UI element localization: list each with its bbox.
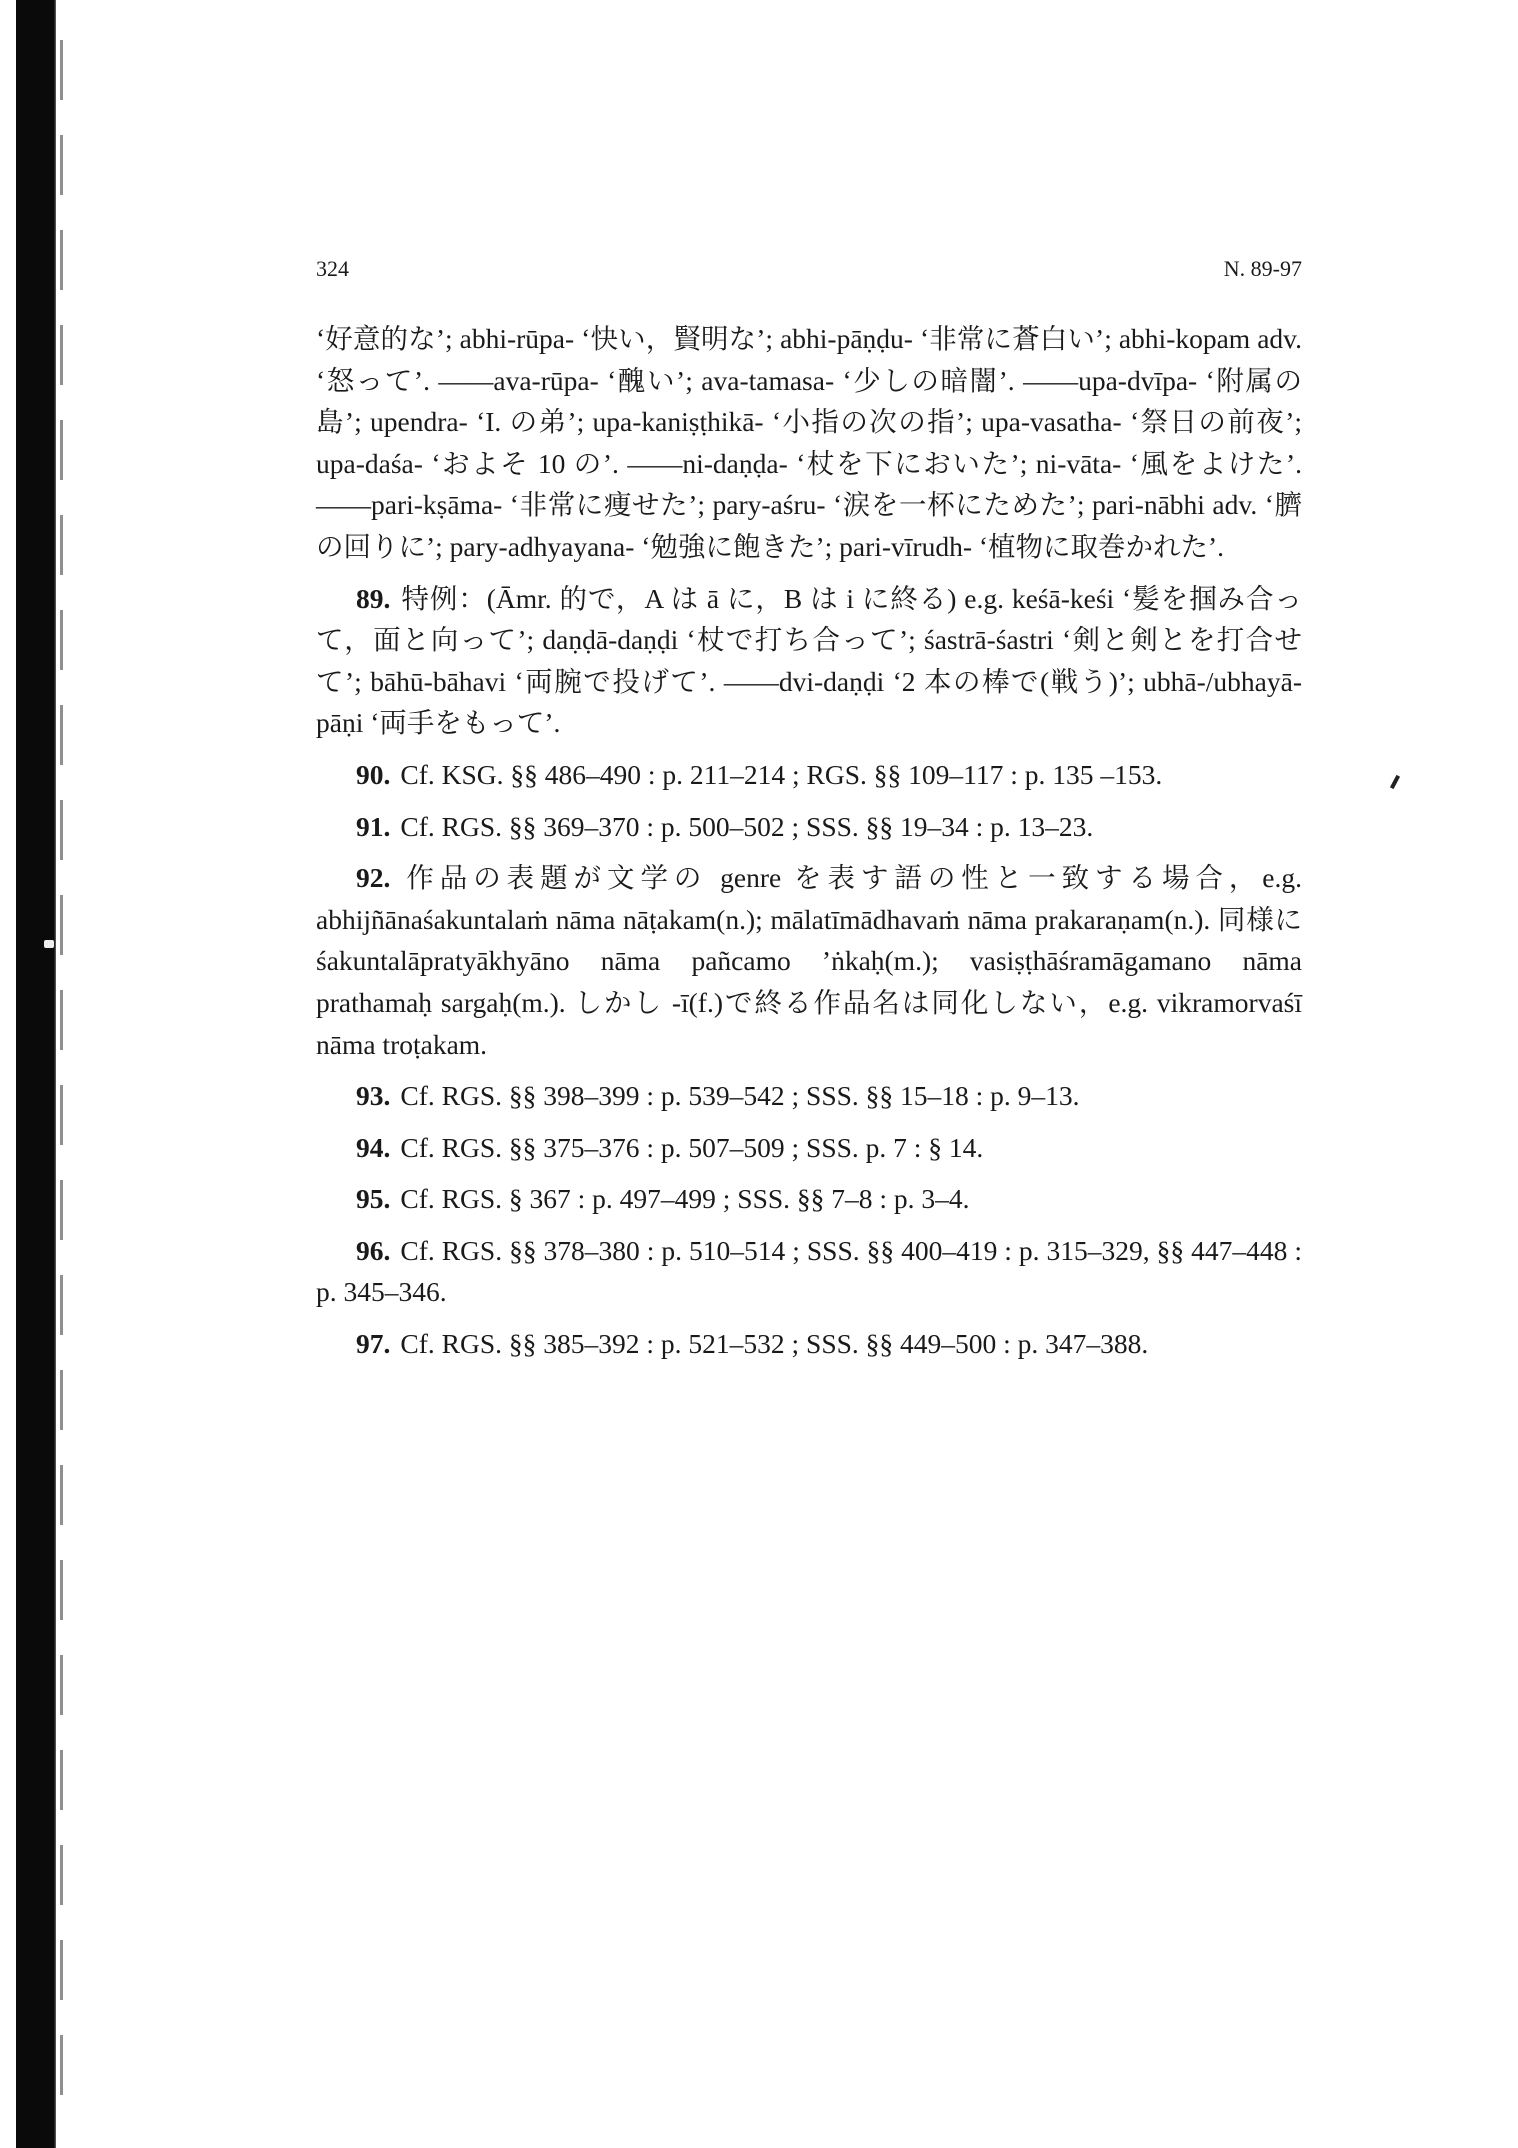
note-89	[316, 578, 1302, 744]
note-93	[316, 1075, 1302, 1117]
note-text: Cf. RGS. §§ 385–392 : p. 521–532 ; SSS. §§ 449–500 : p. 347–388.	[400, 1328, 1149, 1360]
note-number: 92.	[356, 862, 391, 894]
note-94	[316, 1127, 1302, 1169]
scan-speck	[44, 940, 54, 948]
note-text: 作品の表題が文学の genre を表す語の性と一致する場合，e.g. abhijñānaśakuntalaṁ nāma nāṭakam(n.); mālatīmādhavaṁ nāma prakaraṇam(n.). 同様に śakuntalāpratyākhyāno nāma pañcamo ’ṅkaḥ(m.); vasiṣṭhāśramāgamano nāma prathamaḥ sargaḥ(m.). しかし -ī(f.)で終る作品名は同化しない，e.g. vikramorvaśī nāma troṭakam.	[316, 862, 1302, 1060]
note-number: 93.	[356, 1080, 391, 1112]
scan-binding-shadow	[16, 0, 56, 2148]
note-text: Cf. RGS. § 367 : p. 497–499 ; SSS. §§ 7–8 : p. 3–4.	[400, 1183, 970, 1215]
note-text: Cf. KSG. §§ 486–490 : p. 211–214 ; RGS. §§ 109–117 : p. 135 –153.	[400, 758, 1163, 790]
note-text: Cf. RGS. §§ 375–376 : p. 507–509 ; SSS. p. 7 : § 14.	[400, 1131, 984, 1163]
note-number: 94.	[356, 1131, 391, 1163]
note-number: 89.	[356, 582, 391, 614]
note-text: Cf. RGS. §§ 378–380 : p. 510–514 ; SSS. §§ 400–419 : p. 315–329, §§ 447–448 : p. 345–346.	[316, 1234, 1302, 1308]
note-96	[316, 1230, 1302, 1313]
note-number: 90.	[356, 758, 391, 790]
note-90	[316, 754, 1302, 796]
note-text: 特例：(Āmr. 的で，A は ā に，B は i に終る) e.g. keśā-keśi ‘髪を掴み合って，面と向って’; daṇḍā-daṇḍi ‘杖で打ち合って’; śastrā-śastri ‘剣と剣とを打合せて’; bāhū-bāhavi ‘両腕で投げて’. ——dvi-daṇḍi ‘2 本の棒で(戦う)’; ubhā-/ubhayā-pāṇi ‘両手をもって’.	[316, 582, 1302, 739]
continued-paragraph: ‘好意的な’; abhi-rūpa- ‘快い，賢明な’; abhi-pāṇḍu- ‘非常に蒼白い’; abhi-kopam adv. ‘怒って’. ——ava-rūpa- ‘醜い’; ava-tamasa- ‘少しの暗闇’. ——upa-dvīpa- ‘附属の島’; upendra- ‘I. の弟’; upa-kaniṣṭhikā- ‘小指の次の指’; upa-vasatha- ‘祭日の前夜’; upa-daśa- ‘およそ 10 の’. ——ni-daṇḍa- ‘杖を下においた’; ni-vāta- ‘風をよけた’. ——pari-kṣāma- ‘非常に痩せた’; pary-aśru- ‘涙を一杯にためた’; pari-nābhi adv. ‘臍の回りに’; pary-adhyayana- ‘勉強に飽きた’; pari-vīrudh- ‘植物に取巻かれた’.	[316, 323, 1302, 562]
notes-body	[316, 318, 1302, 1375]
note-97	[316, 1323, 1302, 1365]
note-number: 95.	[356, 1183, 391, 1215]
note-text: Cf. RGS. §§ 398–399 : p. 539–542 ; SSS. §§ 15–18 : p. 9–13.	[400, 1080, 1080, 1112]
note-text: Cf. RGS. §§ 369–370 : p. 500–502 ; SSS. §§ 19–34 : p. 13–23.	[400, 810, 1094, 842]
page-number: 324	[316, 256, 349, 281]
note-number: 97.	[356, 1328, 391, 1360]
note-number: 96.	[356, 1234, 391, 1266]
note-number: 91.	[356, 810, 391, 842]
note-91	[316, 806, 1302, 848]
note-95	[316, 1178, 1302, 1220]
note-range: N. 89-97	[1223, 256, 1302, 281]
note-92	[316, 857, 1302, 1065]
scan-edge-artifact	[60, 40, 63, 2100]
page-header	[316, 256, 1302, 288]
scan-speck-mark	[1390, 775, 1400, 789]
